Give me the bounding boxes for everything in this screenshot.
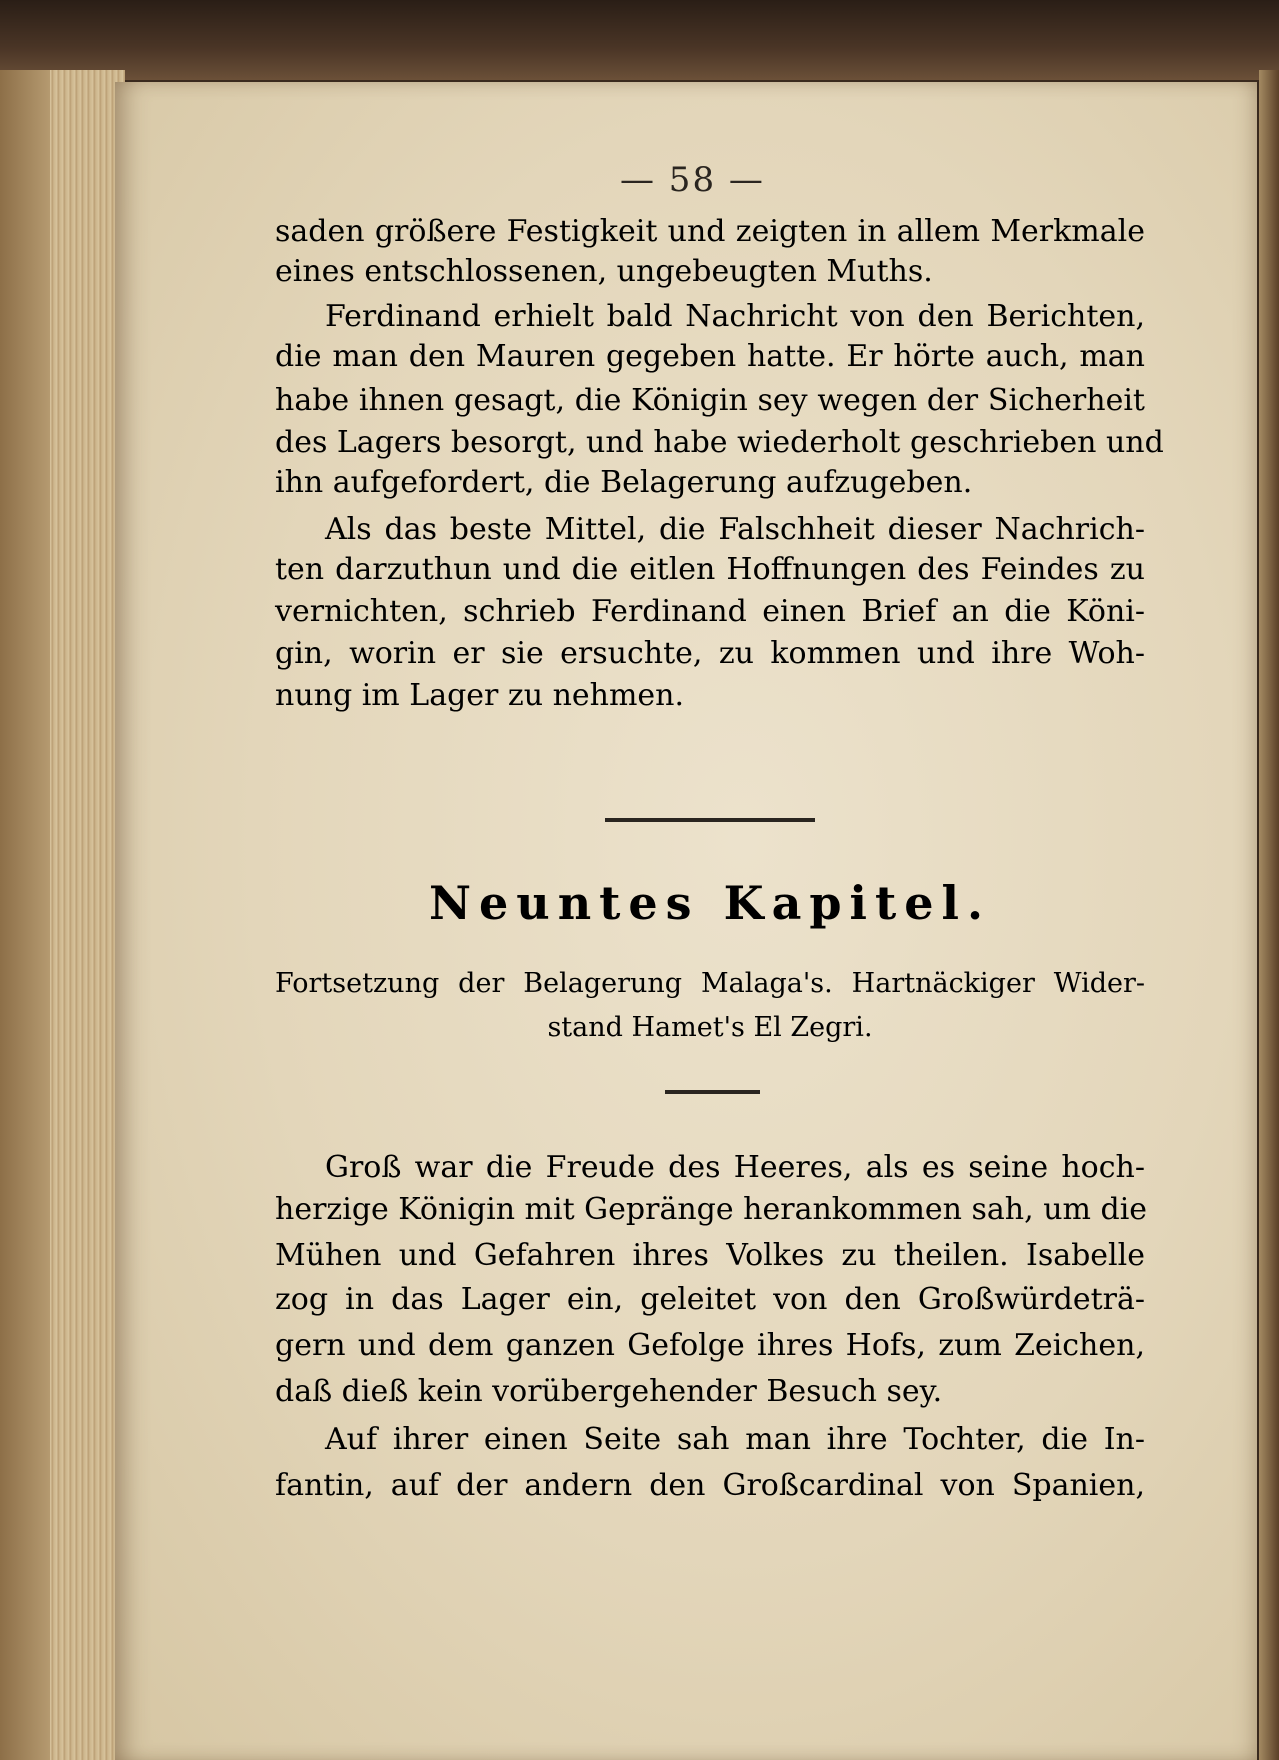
text-line: nung im Lager zu nehmen. (275, 678, 685, 713)
chapter-title: Neuntes Kapitel. (428, 876, 992, 930)
text-line: herzige Königin mit Gepränge herankommen sah, um die (275, 1192, 1148, 1227)
text-line: vernichten, schrieb Ferdinand einen Brief an die Köni- (275, 594, 1145, 629)
text-line: daß dieß kein vorübergehender Besuch sey. (275, 1374, 943, 1409)
text-line: Als das beste Mittel, die Falschheit dieser Nachrich- (325, 512, 1145, 547)
text-line: Ferdinand erhielt bald Nachricht von den Berichten, (325, 299, 1145, 334)
page-stack-shadow (0, 70, 50, 1760)
text-line: gern und dem ganzen Gefolge ihres Hofs, zum Zeichen, (275, 1328, 1145, 1363)
text-line: gin, worin er sie ersuchte, zu kommen und ihre Woh- (275, 636, 1145, 671)
book-cover-top (0, 0, 1279, 80)
text-line: saden größere Festigkeit und zeigten in allem Merkmale (275, 214, 1145, 249)
book-cover-right (1259, 70, 1279, 1760)
text-line: habe ihnen gesagt, die Königin sey wegen der Sicherheit (275, 383, 1145, 418)
page-number: — 58 — (620, 160, 765, 200)
text-line: die man den Mauren gegeben hatte. Er hörte auch, man (275, 339, 1145, 374)
section-divider (605, 818, 815, 822)
text-line: ten darzuthun und die eitlen Hoffnungen des Feindes zu (275, 552, 1145, 587)
text-line: ihn aufgefordert, die Belagerung aufzugeben. (275, 465, 973, 500)
text-line: eines entschlossenen, ungebeugten Muths. (275, 254, 933, 289)
text-line: fantin, auf der andern den Großcardinal von Spanien, (275, 1468, 1145, 1503)
summary-divider (665, 1090, 760, 1094)
text-line: Auf ihrer einen Seite sah man ihre Tochter, die In- (325, 1422, 1145, 1457)
chapter-summary-line: Fortsetzung der Belagerung Malaga's. Hartnäckiger Wider- (275, 968, 1145, 999)
text-line: des Lagers besorgt, und habe wiederholt geschrieben und (275, 425, 1164, 460)
text-line: Mühen und Gefahren ihres Volkes zu theilen. Isabelle (275, 1238, 1145, 1273)
chapter-summary-line: stand Hamet's El Zegri. (547, 1012, 873, 1043)
text-line: Groß war die Freude des Heeres, als es seine hoch- (325, 1150, 1145, 1185)
text-line: zog in das Lager ein, geleitet von den Großwürdeträ- (275, 1282, 1145, 1317)
